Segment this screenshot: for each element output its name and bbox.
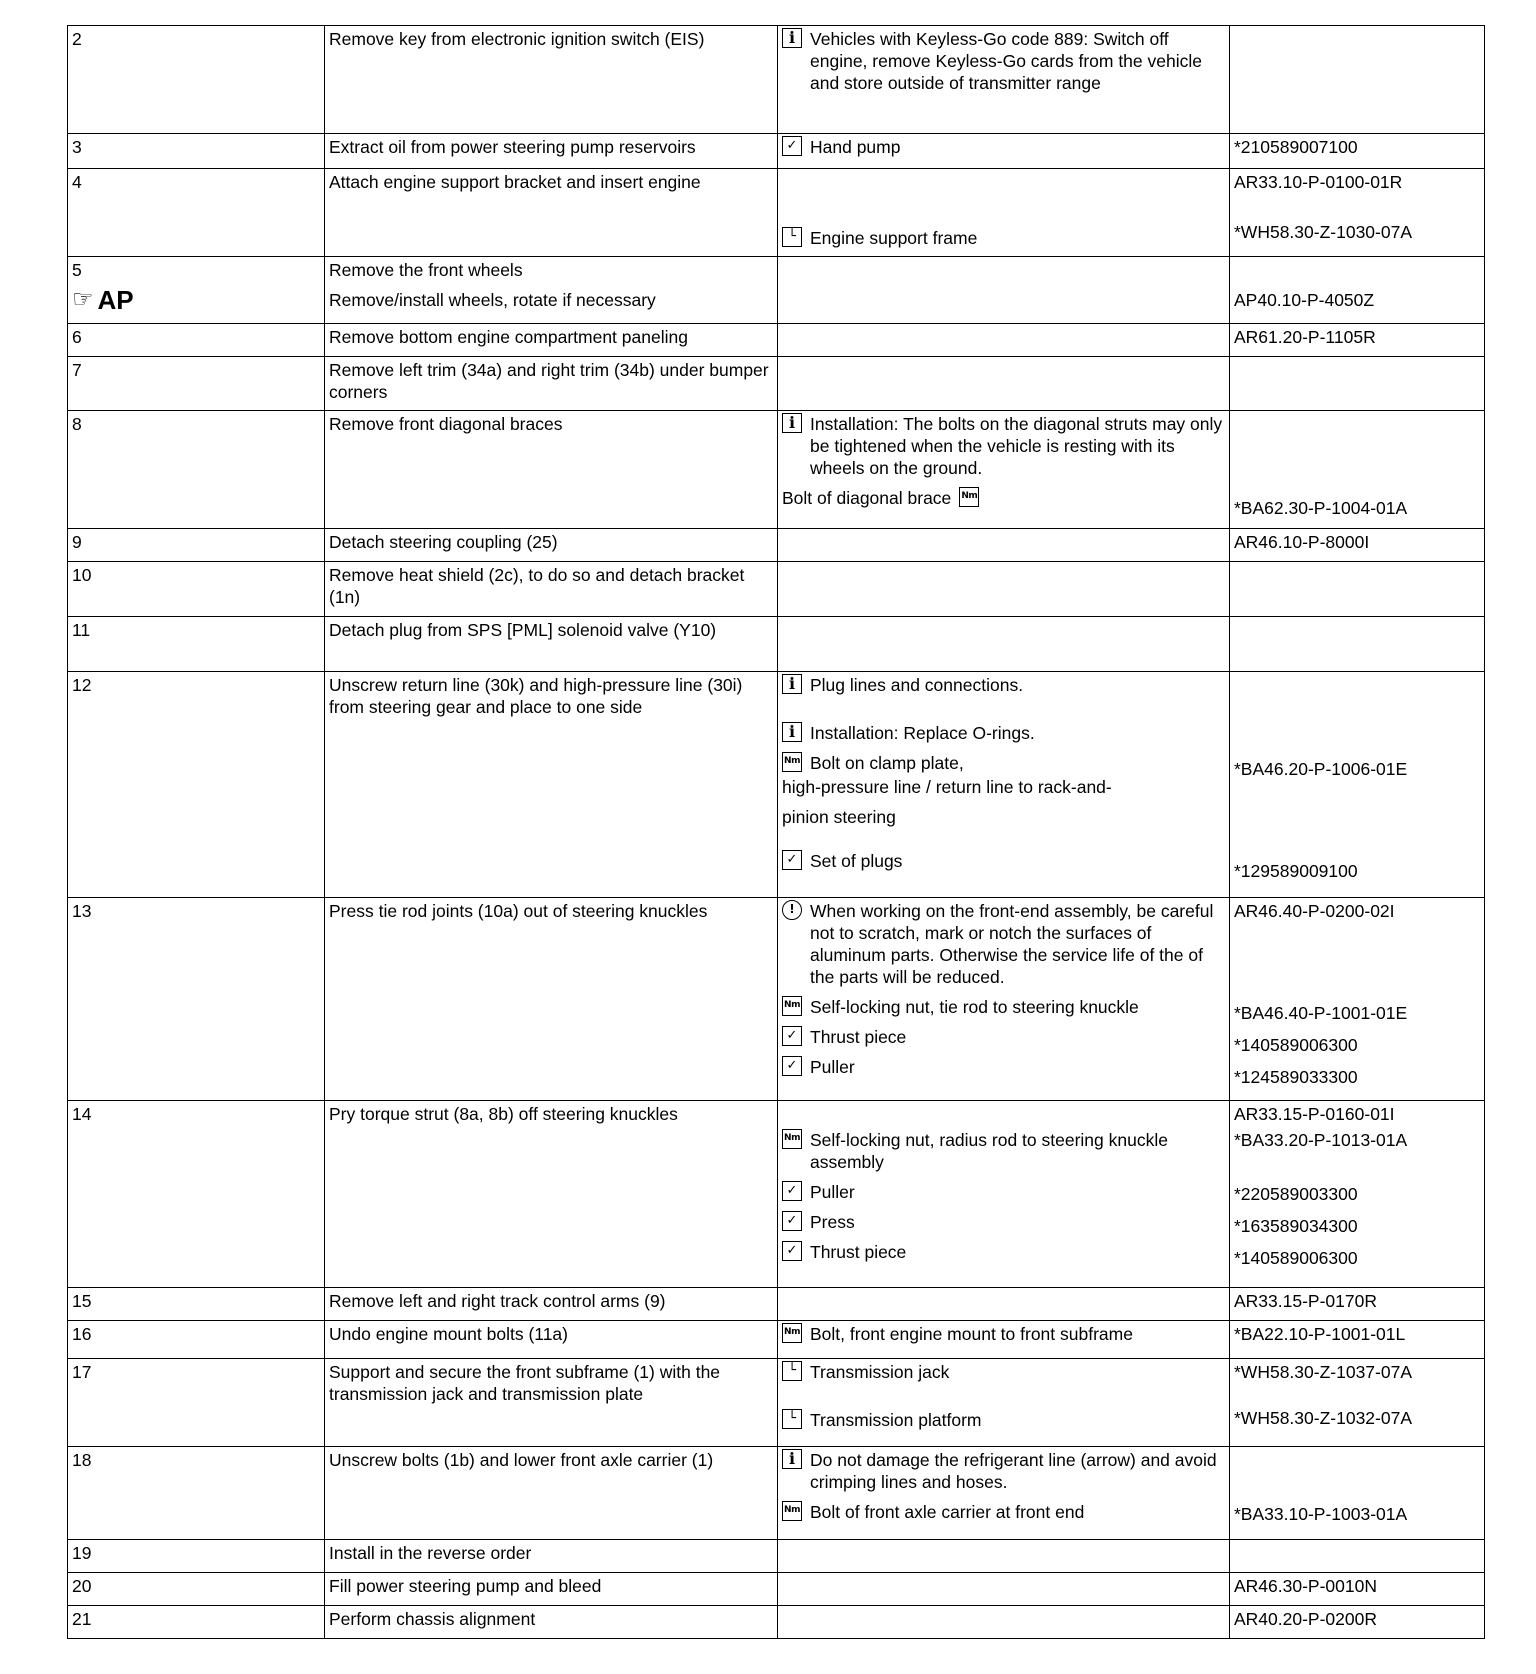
table-row xyxy=(68,1606,1485,1639)
info-icon: i xyxy=(782,28,802,48)
step-reference: AR46.30-P-0010N xyxy=(1230,1573,1485,1606)
step-text: Remove left and right track control arms (9) xyxy=(325,1288,778,1321)
step-number: 4 xyxy=(68,169,325,257)
step-number: 6 xyxy=(68,324,325,357)
procedure-table xyxy=(67,25,1485,1639)
table-row xyxy=(68,1447,1485,1540)
table-row xyxy=(68,357,1485,411)
step-reference: AR46.10-P-8000I xyxy=(1230,529,1485,562)
tool-icon: ✓ xyxy=(782,1026,802,1046)
step-notes: i Plug lines and connections. i Installation: Replace O-rings. Nm Bolt on clamp plate, high-pressure line / return line to rack-and- pinion steering ✓ Set of plugs xyxy=(778,672,1230,898)
torque-icon: Nm xyxy=(782,1129,802,1149)
step-text: Detach steering coupling (25) xyxy=(325,529,778,562)
info-icon: i xyxy=(782,413,802,433)
step-notes xyxy=(778,1288,1230,1321)
ap-reference-marker: ☞ AP xyxy=(72,285,134,315)
step-number: 9 xyxy=(68,529,325,562)
info-icon: i xyxy=(782,1449,802,1469)
table-row xyxy=(68,672,1485,898)
step-reference: AR40.20-P-0200R xyxy=(1230,1606,1485,1639)
table-row xyxy=(68,562,1485,617)
step-reference xyxy=(1230,26,1485,134)
info-icon: i xyxy=(782,722,802,742)
step-reference: *BA33.10-P-1003-01A xyxy=(1230,1447,1485,1540)
step-text: Extract oil from power steering pump reservoirs xyxy=(325,134,778,169)
step-notes xyxy=(778,357,1230,411)
table-row xyxy=(68,257,1485,324)
step-notes xyxy=(778,1573,1230,1606)
step-notes xyxy=(778,324,1230,357)
torque-icon: Nm xyxy=(782,996,802,1016)
step-number: 8 xyxy=(68,411,325,529)
step-reference: AR61.20-P-1105R xyxy=(1230,324,1485,357)
step-notes xyxy=(778,529,1230,562)
table-row xyxy=(68,26,1485,134)
step-notes: i Installation: The bolts on the diagonal struts may only be tightened when the vehicle is resting with its wheels on the ground. Bolt of diagonal brace Nm xyxy=(778,411,1230,529)
step-reference: AP40.10-P-4050Z xyxy=(1230,257,1485,324)
step-number: 21 xyxy=(68,1606,325,1639)
step-text: Unscrew bolts (1b) and lower front axle carrier (1) xyxy=(325,1447,778,1540)
tool-icon: ✓ xyxy=(782,1181,802,1201)
table-row xyxy=(68,1288,1485,1321)
step-text: Detach plug from SPS [PML] solenoid valve (Y10) xyxy=(325,617,778,672)
step-reference xyxy=(1230,357,1485,411)
step-text: Undo engine mount bolts (11a) xyxy=(325,1321,778,1359)
step-text: Press tie rod joints (10a) out of steering knuckles xyxy=(325,898,778,1101)
step-notes xyxy=(778,1540,1230,1573)
caution-icon: ! xyxy=(782,900,802,920)
step-text: Remove left trim (34a) and right trim (34b) under bumper corners xyxy=(325,357,778,411)
table-row xyxy=(68,1540,1485,1573)
table-row xyxy=(68,169,1485,257)
step-number: 5 ☞ AP xyxy=(68,257,325,324)
step-notes xyxy=(778,617,1230,672)
step-text: Install in the reverse order xyxy=(325,1540,778,1573)
step-notes: i Vehicles with Keyless-Go code 889: Switch off engine, remove Keyless-Go cards from the vehicle and store outside of transmitter range xyxy=(778,26,1230,134)
step-reference xyxy=(1230,617,1485,672)
step-number: 14 xyxy=(68,1101,325,1288)
step-number: 18 xyxy=(68,1447,325,1540)
torque-icon: Nm xyxy=(782,1323,802,1343)
step-text: Remove the front wheels Remove/install wheels, rotate if necessary xyxy=(325,257,778,324)
torque-icon: Nm xyxy=(782,752,802,772)
step-notes: Nm Bolt, front engine mount to front subframe xyxy=(778,1321,1230,1359)
jack-icon: └ xyxy=(782,1361,802,1381)
torque-icon: Nm xyxy=(782,1501,802,1521)
step-text: Pry torque strut (8a, 8b) off steering knuckles xyxy=(325,1101,778,1288)
step-number: 20 xyxy=(68,1573,325,1606)
step-number: 11 xyxy=(68,617,325,672)
step-text: Fill power steering pump and bleed xyxy=(325,1573,778,1606)
info-icon: i xyxy=(782,674,802,694)
step-text: Unscrew return line (30k) and high-pressure line (30i) from steering gear and place to one side xyxy=(325,672,778,898)
step-notes: i Do not damage the refrigerant line (arrow) and avoid crimping lines and hoses. Nm Bolt of front axle carrier at front end xyxy=(778,1447,1230,1540)
tool-icon: ✓ xyxy=(782,1056,802,1076)
step-notes: ! When working on the front-end assembly, be careful not to scratch, mark or notch the surfaces of aluminum parts. Otherwise the service life of the of the parts will be reduced. Nm Self-locking nut, tie rod to steering knuckle ✓ Thrust piece ✓ Puller xyxy=(778,898,1230,1101)
step-reference: AR33.10-P-0100-01R *WH58.30-Z-1030-07A xyxy=(1230,169,1485,257)
step-text: Remove bottom engine compartment paneling xyxy=(325,324,778,357)
step-reference xyxy=(1230,562,1485,617)
step-notes: Nm Self-locking nut, radius rod to steering knuckle assembly ✓ Puller ✓ Press ✓ Thrust piece xyxy=(778,1101,1230,1288)
tool-icon: ✓ xyxy=(782,1211,802,1231)
table-row xyxy=(68,529,1485,562)
step-number: 12 xyxy=(68,672,325,898)
step-reference: *BA46.20-P-1006-01E *129589009100 xyxy=(1230,672,1485,898)
step-notes: ✓ Hand pump xyxy=(778,134,1230,169)
table-row xyxy=(68,1359,1485,1447)
step-text: Perform chassis alignment xyxy=(325,1606,778,1639)
step-text: Remove key from electronic ignition switch (EIS) xyxy=(325,26,778,134)
step-text: Remove heat shield (2c), to do so and detach bracket (1n) xyxy=(325,562,778,617)
table-row xyxy=(68,411,1485,529)
step-reference: *WH58.30-Z-1037-07A *WH58.30-Z-1032-07A xyxy=(1230,1359,1485,1447)
step-notes: └ Transmission jack └ Transmission platform xyxy=(778,1359,1230,1447)
tool-icon: ✓ xyxy=(782,1241,802,1261)
step-notes xyxy=(778,257,1230,324)
step-text: Attach engine support bracket and insert engine xyxy=(325,169,778,257)
table-row xyxy=(68,898,1485,1101)
step-text: Remove front diagonal braces xyxy=(325,411,778,529)
table-row xyxy=(68,324,1485,357)
step-number: 10 xyxy=(68,562,325,617)
step-reference: *210589007100 xyxy=(1230,134,1485,169)
step-reference: AR33.15-P-0170R xyxy=(1230,1288,1485,1321)
table-row xyxy=(68,617,1485,672)
support-frame-icon: └ xyxy=(782,227,802,247)
step-number: 7 xyxy=(68,357,325,411)
step-number: 17 xyxy=(68,1359,325,1447)
step-text: Support and secure the front subframe (1) with the transmission jack and transmission plate xyxy=(325,1359,778,1447)
step-number: 13 xyxy=(68,898,325,1101)
step-reference: *BA22.10-P-1001-01L xyxy=(1230,1321,1485,1359)
step-reference xyxy=(1230,1540,1485,1573)
table-row xyxy=(68,1321,1485,1359)
torque-icon: Nm xyxy=(959,487,979,507)
step-reference: *BA62.30-P-1004-01A xyxy=(1230,411,1485,529)
step-number: 16 xyxy=(68,1321,325,1359)
step-notes: └ Engine support frame xyxy=(778,169,1230,257)
table-row xyxy=(68,1573,1485,1606)
step-number: 2 xyxy=(68,26,325,134)
table-row xyxy=(68,134,1485,169)
step-reference: AR46.40-P-0200-02I *BA46.40-P-1001-01E *140589006300 *124589033300 xyxy=(1230,898,1485,1101)
jack-icon: └ xyxy=(782,1409,802,1429)
step-number: 19 xyxy=(68,1540,325,1573)
step-reference: AR33.15-P-0160-01I *BA33.20-P-1013-01A *220589003300 *163589034300 *140589006300 xyxy=(1230,1101,1485,1288)
step-notes xyxy=(778,562,1230,617)
tool-icon: ✓ xyxy=(782,850,802,870)
table-row xyxy=(68,1101,1485,1288)
tool-icon: ✓ xyxy=(782,136,802,156)
step-notes xyxy=(778,1606,1230,1639)
step-number: 15 xyxy=(68,1288,325,1321)
step-number: 3 xyxy=(68,134,325,169)
pointing-hand-icon: ☞ xyxy=(72,286,94,313)
